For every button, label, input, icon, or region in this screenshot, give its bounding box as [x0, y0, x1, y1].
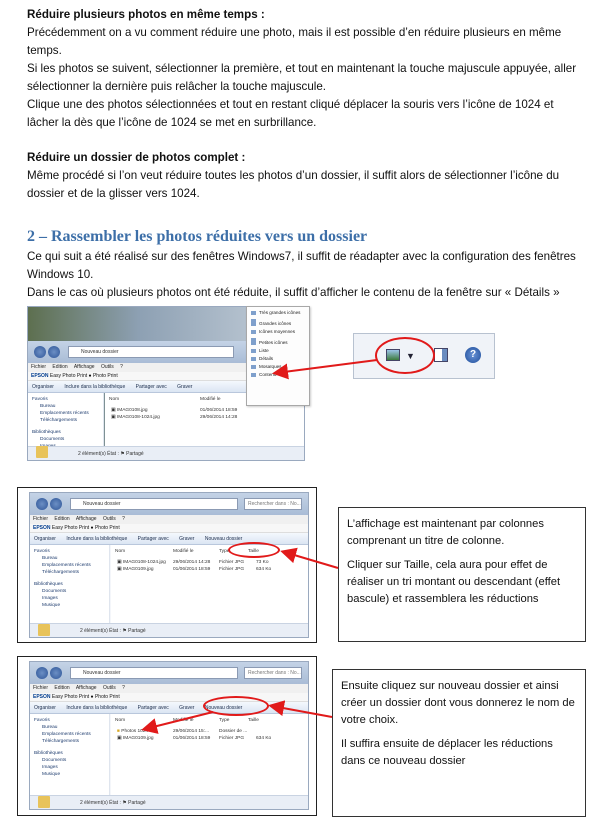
photo-print-icon: ●	[90, 694, 94, 700]
share-icon: ⚑	[122, 800, 127, 806]
menu-item-file[interactable]: Fichier	[33, 516, 49, 522]
menu-item-edit[interactable]: Edition	[54, 685, 70, 691]
file-type: Fichier JPG	[219, 736, 245, 741]
menu-item-edit[interactable]: Edition	[52, 364, 68, 370]
paragraph: temps.	[27, 44, 62, 57]
nav-music[interactable]: Musique	[42, 603, 61, 608]
file-date: 29/06/2014 14:28	[173, 560, 211, 565]
share-icon: ⚑	[120, 451, 125, 457]
epson-brand: EPSON	[33, 525, 51, 531]
file-type: Fichier JPG	[219, 567, 245, 572]
chevron-down-icon[interactable]: ▼	[406, 351, 415, 361]
callout-text: Cliquer sur Taille, cela aura pour effet de réaliser un tri montant ou descendant (effet bascule) et rassemblera les réductions	[347, 559, 561, 605]
nav-recent[interactable]: Emplacements récents	[40, 411, 89, 416]
new-folder-button[interactable]: Nouveau dossier	[204, 536, 243, 542]
paragraph: Windows 10.	[27, 268, 94, 281]
arrow-to-folder-row	[145, 712, 213, 729]
file-row[interactable]: ▣ IMAG0108-1024.jpg	[111, 415, 160, 420]
new-folder-button[interactable]: Nouveau dossier	[204, 705, 243, 711]
callout-text: Il suffira ensuite de déplacer les réductions dans ce nouveau dossier	[341, 738, 553, 767]
status-count: 2 élément(s) État :	[80, 628, 121, 634]
include-library-button[interactable]: Inclure dans la bibliothèque	[64, 384, 126, 390]
organize-button[interactable]: Organiser	[34, 536, 56, 542]
file-name: IMAG0109.jpg	[122, 567, 154, 572]
column-header-name[interactable]: Nom	[115, 549, 126, 554]
menu-item-file[interactable]: Fichier	[31, 364, 47, 370]
menu-item-help[interactable]: ?	[120, 364, 123, 370]
organize-button[interactable]: Organiser	[34, 705, 56, 711]
view-option-xl-icons[interactable]: Très grandes icônes	[250, 309, 306, 317]
view-option-large-icons[interactable]: Grandes icônes	[250, 320, 306, 328]
nav-documents[interactable]: Documents	[42, 589, 67, 594]
nav-documents[interactable]: Documents	[42, 758, 67, 763]
file-type: Dossier de ...	[219, 729, 248, 734]
arrow-to-size	[284, 552, 338, 568]
status-share: Partagé	[128, 628, 146, 634]
file-date: 01/06/2014 18:59	[173, 567, 211, 572]
paragraph: Dans le cas où plusieurs photos ont été réduite, il suffit d’afficher le contenu de la fenêtre sur « Détails »	[27, 286, 560, 299]
help-icon[interactable]: ?	[465, 347, 481, 363]
arrow-to-views	[276, 360, 377, 373]
paragraph: Si les photos se suivent, sélectionner la première, et tout en maintenant la touche majuscule appuyée, aller	[27, 62, 577, 75]
file-size: 634 Ko	[256, 736, 272, 741]
share-button[interactable]: Partager avec	[137, 705, 169, 711]
photo-print-icon: ●	[90, 525, 94, 531]
address-bar[interactable]: Nouveau dossier	[70, 667, 238, 679]
file-row[interactable]: ▣ IMAG0108.jpg	[111, 408, 148, 413]
menu-item-tools[interactable]: Outils	[100, 364, 114, 370]
burn-button[interactable]: Graver	[177, 384, 193, 390]
menu-item-view[interactable]: Affichage	[75, 685, 97, 691]
paragraph: dossier et de la glisser vers 1024.	[27, 187, 200, 200]
view-option-small-icons[interactable]: Petites icônes	[250, 339, 306, 347]
column-header-name[interactable]: Nom	[115, 718, 126, 723]
file-date: 01/06/2014 18:59	[173, 736, 211, 741]
column-header-modified[interactable]: Modifié le	[173, 718, 194, 723]
menu-item-help[interactable]: ?	[122, 516, 125, 522]
file-name: IMAG0109.jpg	[122, 736, 154, 741]
include-library-button[interactable]: Inclure dans la bibliothèque	[66, 536, 128, 542]
share-button[interactable]: Partager avec	[137, 536, 169, 542]
menu-item-view[interactable]: Affichage	[73, 364, 95, 370]
nav-music[interactable]: Musique	[42, 772, 61, 777]
menu-item-tools[interactable]: Outils	[102, 685, 116, 691]
organize-button[interactable]: Organiser	[32, 384, 54, 390]
file-name: IMAG0108-1024.jpg	[116, 415, 160, 420]
paragraph: Ce qui suit a été réalisé sur des fenêtres Windows7, il suffit de réadapter avec la configuration des fenêtres	[27, 250, 576, 263]
nav-desktop[interactable]: Bureau	[40, 404, 56, 409]
menu-item-tools[interactable]: Outils	[102, 516, 116, 522]
view-option-medium-icons[interactable]: Icônes moyennes	[250, 328, 306, 336]
file-size: 634 Ko	[256, 567, 272, 572]
column-header-name[interactable]: Nom	[109, 397, 120, 402]
nav-desktop[interactable]: Bureau	[42, 556, 58, 561]
nav-desktop[interactable]: Bureau	[42, 725, 58, 730]
nav-documents[interactable]: Documents	[40, 437, 65, 442]
file-row[interactable]: ▣ IMAG0108-1024.jpg	[117, 560, 166, 565]
address-bar[interactable]: Nouveau dossier	[70, 498, 238, 510]
search-input[interactable]: Rechercher dans : No...	[244, 498, 302, 510]
file-date: 29/06/2014 15:...	[173, 729, 210, 734]
file-name: IMAG0108.jpg	[116, 408, 148, 413]
nav-libraries[interactable]: Bibliothèques	[32, 430, 61, 435]
epson-print[interactable]: Photo Print	[94, 694, 120, 700]
file-name: IMAG0108-1024.jpg	[122, 560, 166, 565]
file-size: 73 Ko	[256, 560, 269, 565]
file-row[interactable]: ▣ IMAG0109.jpg	[117, 567, 154, 572]
nav-libraries[interactable]: Bibliothèques	[34, 582, 63, 587]
epson-brand: EPSON	[31, 373, 49, 379]
paragraph: Même procédé si l’on veut réduire toutes les photos d’un dossier, il suffit alors de sélectionner l’icône du	[27, 169, 560, 182]
burn-button[interactable]: Graver	[179, 705, 195, 711]
nav-favorites[interactable]: Favoris	[34, 549, 50, 554]
section-title: 2 – Rassembler les photos réduites vers un dossier	[27, 228, 368, 245]
nav-images[interactable]: Images	[42, 765, 58, 770]
file-type: Fichier JPG	[219, 560, 245, 565]
file-row[interactable]: ▣ IMAG0109.jpg	[117, 736, 154, 741]
burn-button[interactable]: Graver	[179, 536, 195, 542]
view-option-list[interactable]: Liste	[250, 347, 306, 355]
file-date: 29/06/2014 14:28	[200, 415, 238, 420]
epson-brand: EPSON	[33, 694, 51, 700]
nav-recent[interactable]: Emplacements récents	[42, 563, 91, 568]
paragraph: Clique une des photos sélectionnées et tout en restant cliqué déplacer la souris vers l’icône de 1024 et	[27, 98, 554, 111]
share-button[interactable]: Partager avec	[135, 384, 167, 390]
nav-favorites[interactable]: Favoris	[34, 718, 50, 723]
folder-name: Photos 1024	[121, 729, 149, 734]
search-input[interactable]: Rechercher dans : No...	[244, 667, 302, 679]
arrow-to-new-folder	[272, 706, 332, 717]
epson-app[interactable]: Easy Photo Print	[51, 525, 90, 531]
view-option-content[interactable]: Contenu	[250, 371, 306, 379]
paragraph: lâcher la dès que l’icône de 1024 se met en surbrillance.	[27, 116, 317, 129]
menu-item-help[interactable]: ?	[122, 685, 125, 691]
heading-reduce-folder: Réduire un dossier de photos complet :	[27, 151, 246, 164]
file-date: 01/06/2014 18:59	[200, 408, 238, 413]
column-header-size[interactable]: Taille	[248, 549, 259, 554]
view-option-details[interactable]: Détails	[250, 355, 306, 363]
column-header-modified[interactable]: Modifié le	[173, 549, 194, 554]
epson-app[interactable]: Easy Photo Print	[49, 373, 88, 379]
status-share: Partagé	[126, 451, 144, 457]
include-library-button[interactable]: Inclure dans la bibliothèque	[66, 705, 128, 711]
menu-item-edit[interactable]: Edition	[54, 516, 70, 522]
epson-print[interactable]: Photo Print	[92, 373, 118, 379]
callout-text: L’affichage est maintenant par colonnes comprenant un titre de colonne.	[347, 518, 544, 547]
column-header-type[interactable]: Type	[219, 718, 230, 723]
status-count: 2 élément(s) État :	[78, 451, 119, 457]
folder-icon: ■	[117, 729, 120, 734]
column-header-modified[interactable]: Modifié le	[200, 397, 221, 402]
column-header-type[interactable]: Type	[219, 549, 230, 554]
column-header-size[interactable]: Taille	[248, 718, 259, 723]
status-count: 2 élément(s) État :	[80, 800, 121, 806]
nav-downloads[interactable]: Téléchargements	[42, 739, 80, 744]
menu-item-file[interactable]: Fichier	[33, 685, 49, 691]
nav-downloads[interactable]: Téléchargements	[42, 570, 80, 575]
address-bar[interactable]: Nouveau dossier	[68, 346, 234, 358]
paragraph: Précédemment on a vu comment réduire une photo, mais il est possible d’en réduire plusieurs en même	[27, 26, 562, 39]
epson-app[interactable]: Easy Photo Print	[51, 694, 90, 700]
photo-print-icon: ●	[88, 373, 92, 379]
nav-libraries[interactable]: Bibliothèques	[34, 751, 63, 756]
nav-images[interactable]: Images	[42, 596, 58, 601]
nav-favorites[interactable]: Favoris	[32, 397, 48, 402]
share-icon: ⚑	[122, 628, 127, 634]
nav-downloads[interactable]: Téléchargements	[40, 418, 78, 423]
menu-item-view[interactable]: Affichage	[75, 516, 97, 522]
heading-reduce-multiple: Réduire plusieurs photos en même temps :	[27, 8, 265, 21]
callout-text: Ensuite cliquez sur nouveau dossier et ainsi créer un dossier dont vous donnerez le nom de votre choix.	[341, 680, 575, 726]
view-option-tiles[interactable]: Mosaïques	[250, 363, 306, 371]
epson-print[interactable]: Photo Print	[94, 525, 120, 531]
nav-recent[interactable]: Emplacements récents	[42, 732, 91, 737]
status-share: Partagé	[128, 800, 146, 806]
paragraph: sélectionner la dernière puis relâcher la touche majuscule.	[27, 80, 327, 93]
